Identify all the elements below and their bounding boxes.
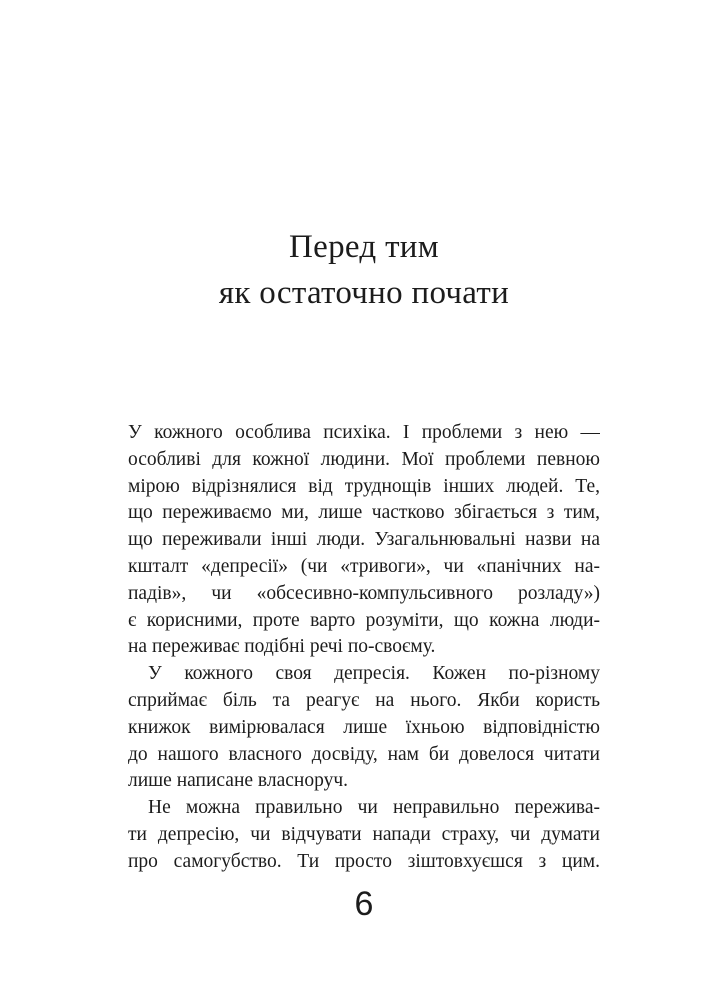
chapter-title-line-1: Перед тим: [289, 229, 439, 265]
paragraph-1-line-6: кшталт «депресії» (чи «тривоги», чи «панічних на-: [128, 555, 600, 577]
paragraph-2-line-5: лише написане власноруч.: [128, 770, 349, 792]
paragraph-2-line-4: до нашого власного досвіду, нам би довелося читати: [128, 743, 600, 765]
paragraph-3-line-3: про самогубство. Ти просто зіштовхуєшся з цим.: [128, 850, 600, 872]
page-number: 6: [354, 885, 374, 923]
paragraph-2-line-3: книжок вимірювалася лише їхньою відповідністю: [128, 716, 600, 738]
chapter-title: [0, 224, 728, 316]
paragraph-1-line-7: падів», чи «обсесивно-компульсивного розладу»): [128, 582, 600, 604]
paragraph-3-line-2: ти депресію, чи відчувати напади страху, чи думати: [128, 823, 600, 845]
paragraph-1-line-4: що переживаємо ми, лише частково збігається з тим,: [128, 502, 600, 524]
paragraph-1-line-2: особливі для кожної людини. Мої проблеми певною: [128, 448, 600, 470]
chapter-title-line-2: як остаточно почати: [218, 275, 510, 311]
body-text: [128, 420, 600, 876]
paragraph-1-line-5: що переживали інші люди. Узагальнювальні назви на: [128, 529, 600, 551]
paragraph-2-line-2: сприймає біль та реагує на нього. Якби користь: [128, 689, 600, 711]
paragraph-2-line-1: У кожного своя депресія. Кожен по-різному: [148, 663, 600, 685]
paragraph-1-line-8: є корисними, проте варто розуміти, що кожна люди-: [128, 609, 600, 631]
paragraph-1-line-3: мірою відрізнялися від труднощів інших людей. Те,: [128, 475, 600, 497]
paragraph-3-line-1: Не можна правильно чи неправильно пережива-: [148, 797, 600, 819]
paragraph-1-line-1: У кожного особлива психіка. І проблеми з нею —: [128, 422, 600, 443]
paragraph-1-line-9: на переживає подібні речі по-своєму.: [128, 636, 436, 658]
